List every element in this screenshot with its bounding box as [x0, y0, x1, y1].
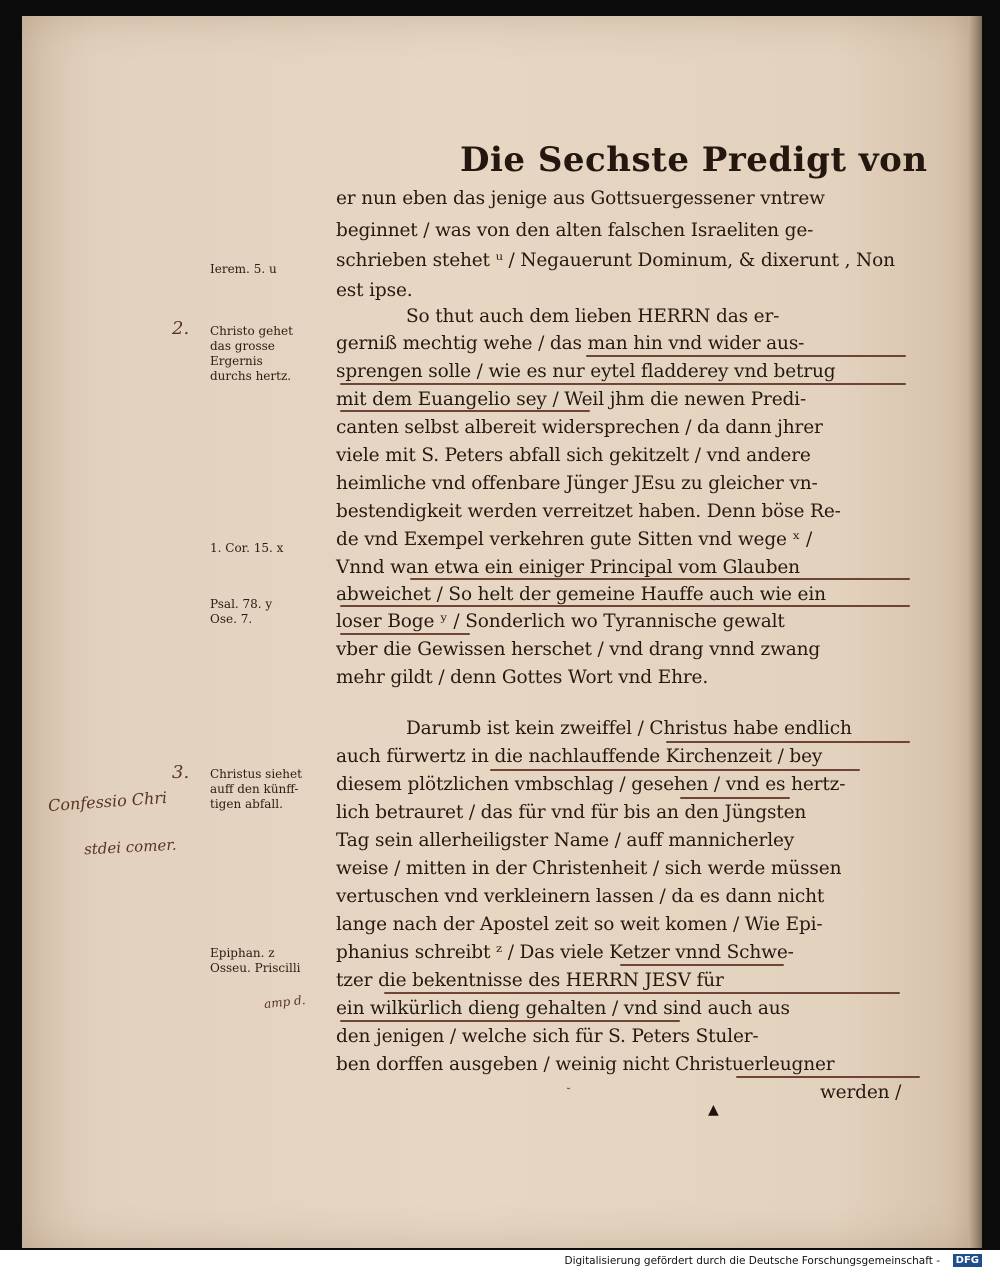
margin-note-line: Ergernis: [210, 354, 263, 368]
underline-mark: [410, 578, 910, 580]
text-line: abweichet / So helt der gemeine Hauffe auch wie ein: [336, 584, 826, 605]
margin-number-2: 2.: [172, 318, 190, 339]
underline-mark: [666, 741, 910, 743]
underline-mark: [340, 410, 590, 412]
underline-mark: [586, 355, 906, 357]
text-line: auch fürwertz in die nachlauffende Kirchenzeit / bey: [336, 746, 823, 767]
margin-note-line: tigen abfall.: [210, 797, 283, 811]
text-line: beginnet / was von den alten falschen Israeliten ge-: [336, 220, 814, 241]
text-line: de vnd Exempel verkehren gute Sitten vnd wege ˣ /: [336, 529, 813, 550]
text-line: loser Boge ʸ / Sonderlich wo Tyrannische gewalt: [336, 611, 785, 632]
text-line: Darumb ist kein zweiffel / Christus habe endlich: [406, 718, 852, 739]
text-line: bestendigkeit werden verreitzet haben. Denn böse Re-: [336, 501, 841, 522]
text-line: vertuschen vnd verkleinern lassen / da es dann nicht: [336, 886, 825, 907]
text-line: schrieben stehet ᵘ / Negauerunt Dominum, & dixerunt , Non: [336, 250, 895, 271]
text-line: weise / mitten in der Christenheit / sich werde müssen: [336, 858, 842, 879]
text-line: ein wilkürlich dieng gehalten / vnd sind auch aus: [336, 998, 790, 1019]
underline-mark: [680, 797, 790, 799]
page-edge: [968, 16, 982, 1248]
text-line: canten selbst albereit widersprechen / da dann jhrer: [336, 417, 823, 438]
underline-mark: [340, 605, 910, 607]
text-line: tzer die bekentnisse des HERRN JESV für: [336, 970, 724, 991]
underline-mark: [736, 1076, 920, 1078]
margin-ref-osseu: Osseu. Priscilli: [210, 961, 301, 975]
text-line: phanius schreibt ᶻ / Das viele Ketzer vnnd Schwe-: [336, 942, 794, 963]
text-line: den jenigen / welche sich für S. Peters Stuler-: [336, 1026, 759, 1047]
text-line: mit dem Euangelio sey / Weil jhm die newen Predi-: [336, 389, 807, 410]
margin-note-line: Christo gehet: [210, 324, 293, 338]
text-line: ben dorffen ausgeben / weinig nicht Christuerleugner: [336, 1054, 835, 1075]
margin-ref-epiphan: Epiphan. z: [210, 946, 275, 960]
text-line: So thut auch dem lieben HERRN das er-: [406, 306, 780, 327]
text-line: est ipse.: [336, 280, 413, 301]
text-line: mehr gildt / denn Gottes Wort vnd Ehre.: [336, 667, 709, 688]
margin-note-line: Christus siehet: [210, 767, 302, 781]
text-line: viele mit S. Peters abfall sich gekitzelt / vnd andere: [336, 445, 811, 466]
handwritten-note: stdei comer.: [83, 835, 178, 859]
dfg-logo: DFG: [953, 1254, 982, 1267]
margin-ref-jerem: Ierem. 5. u: [210, 262, 277, 276]
handwritten-note: Confessio Chri: [47, 787, 168, 816]
margin-number-3: 3.: [172, 762, 190, 783]
text-line: lange nach der Apostel zeit so weit komen / Wie Epi-: [336, 914, 823, 935]
running-header: Die Sechste Predigt von: [460, 140, 928, 180]
text-line: lich betrauret / das für vnd für bis an den Jüngsten: [336, 802, 807, 823]
text-line: Vnnd wan etwa ein einiger Principal vom Glauben: [336, 557, 800, 578]
underline-mark: [490, 769, 860, 771]
text-line: heimliche vnd offenbare Jünger JEsu zu gleicher vn-: [336, 473, 818, 494]
margin-note-line: auff den künff-: [210, 782, 299, 796]
underline-mark: [340, 1020, 680, 1022]
margin-ref-ose: Ose. 7.: [210, 612, 253, 626]
text-line: diesem plötzlichen vmbschlag / gesehen / vnd es hertz-: [336, 774, 846, 795]
margin-ref-cor: 1. Cor. 15. x: [210, 541, 284, 555]
catchword-mark-icon: ▲: [708, 1102, 719, 1118]
text-line: er nun eben das jenige aus Gottsuergessener vntrew: [336, 188, 825, 209]
footer-credit: Digitalisierung gefördert durch die Deutsche Forschungsgemeinschaft -: [564, 1255, 940, 1267]
margin-note-line: durchs hertz.: [210, 369, 292, 383]
margin-ref-psal: Psal. 78. y: [210, 597, 273, 611]
handwritten-note: amp d.: [263, 992, 307, 1012]
text-line: sprengen solle / wie es nur eytel fladderey vnd betrug: [336, 361, 836, 382]
ink-speck-icon: ˘: [566, 1088, 571, 1099]
text-line: gerniß mechtig wehe / das man hin vnd wider aus-: [336, 333, 805, 354]
text-line: Tag sein allerheiligster Name / auff mannicherley: [336, 830, 795, 851]
underline-mark: [384, 992, 900, 994]
margin-note-line: das grosse: [210, 339, 275, 353]
underline-mark: [620, 964, 784, 966]
text-line: werden /: [820, 1082, 902, 1103]
text-line: vber die Gewissen herschet / vnd drang vnnd zwang: [336, 639, 821, 660]
underline-mark: [340, 633, 470, 635]
underline-mark: [340, 383, 906, 385]
